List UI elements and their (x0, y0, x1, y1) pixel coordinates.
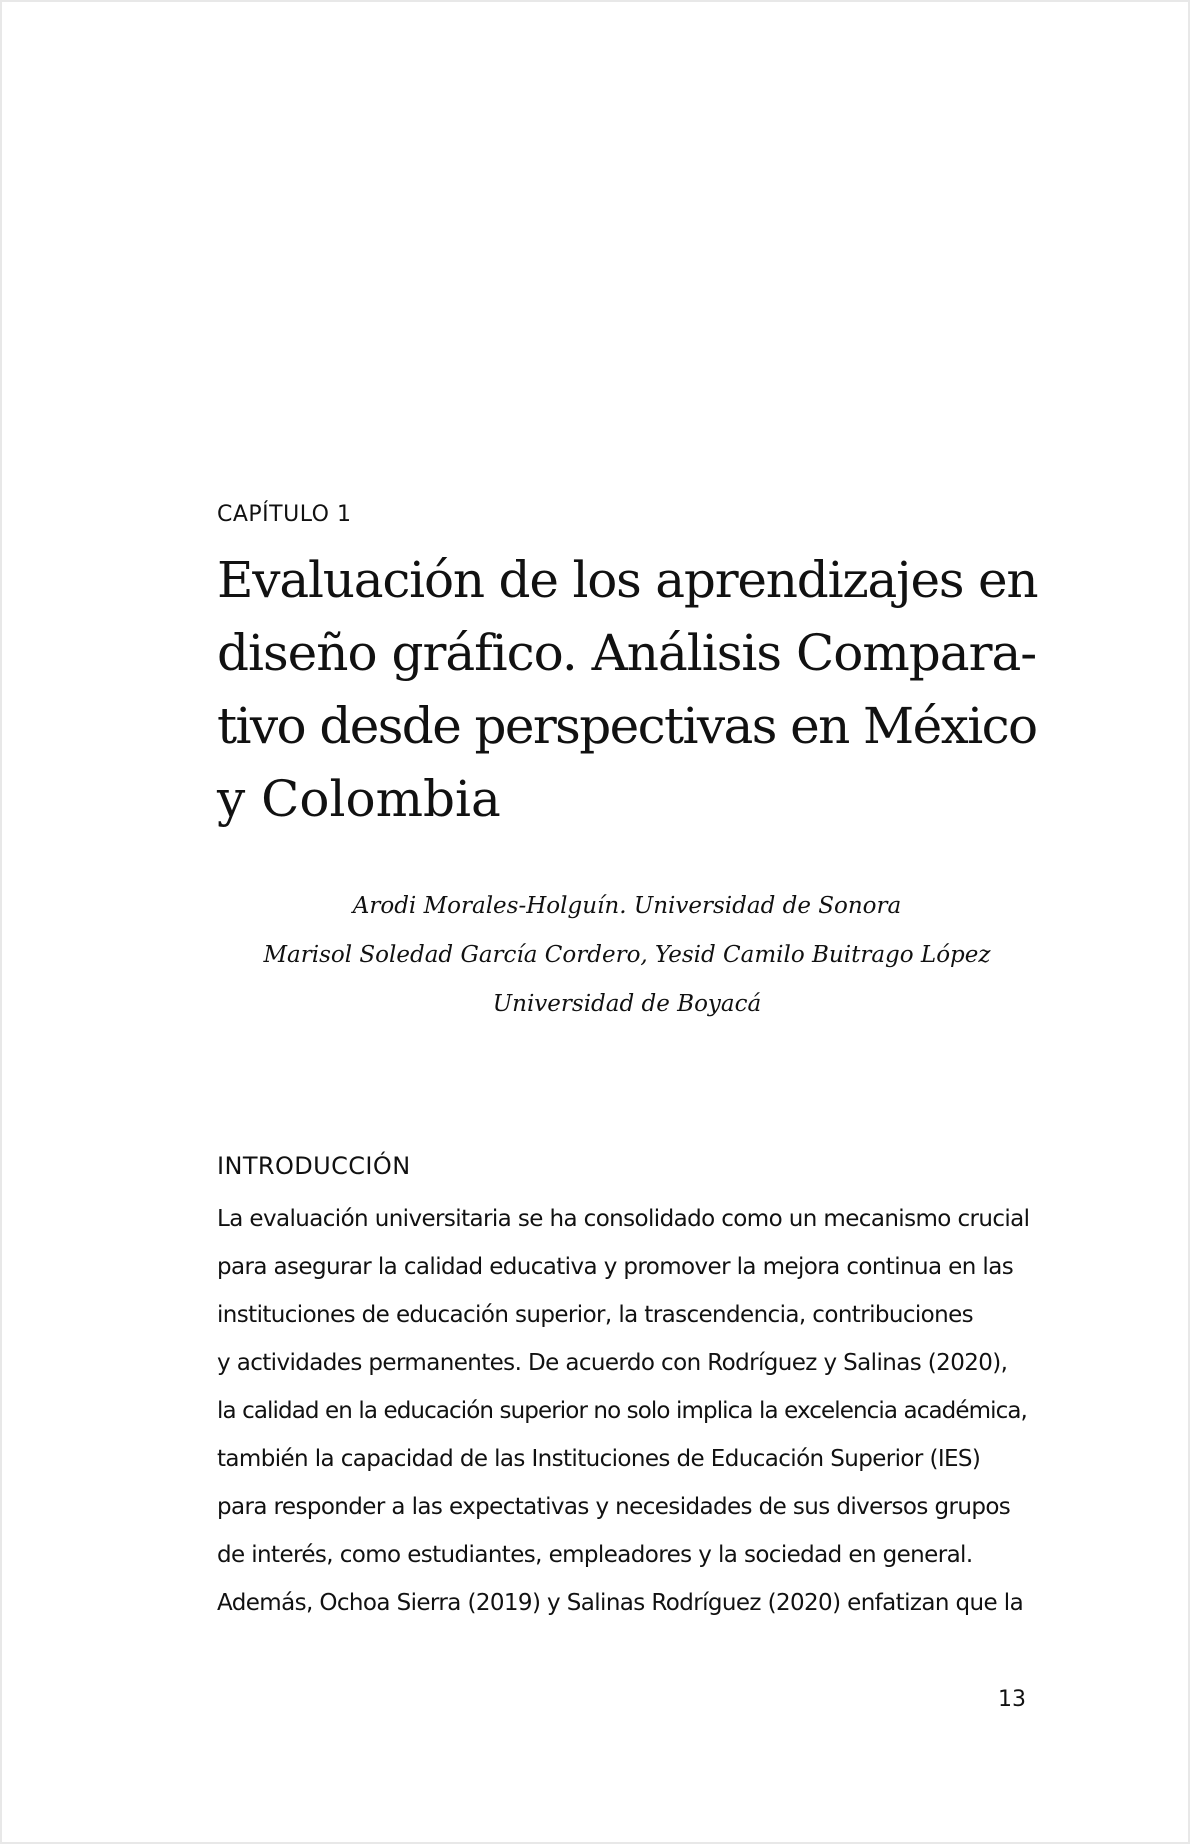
introduction-paragraph (217, 1195, 1031, 1627)
paragraph-line: de interés, como estudiantes, empleadores y la sociedad en general. (217, 1542, 973, 1568)
title-line: Evaluación de los aprendizajes en (217, 551, 1038, 609)
paragraph-line: también la capacidad de las Instituciones de Educación Superior (IES) (217, 1446, 981, 1472)
title-line: y Colombia (217, 770, 501, 828)
paragraph-line: para asegurar la calidad educativa y promover la mejora continua en las (217, 1254, 1014, 1280)
chapter-label: CAPÍTULO 1 (217, 502, 352, 527)
author-block (217, 882, 1037, 1029)
author-line: Arodi Morales-Holguín. Universidad de Sonora (352, 893, 902, 919)
paragraph-line: y actividades permanentes. De acuerdo con Rodríguez y Salinas (2020), (217, 1350, 1008, 1376)
paragraph-line: Además, Ochoa Sierra (2019) y Salinas Rodríguez (2020) enfatizan que la (217, 1590, 1024, 1616)
chapter-title (217, 544, 1037, 836)
page-number: 13 (998, 1687, 1026, 1712)
paragraph-line: instituciones de educación superior, la trascendencia, contribuciones (217, 1302, 974, 1328)
author-line: Marisol Soledad García Cordero, Yesid Camilo Buitrago López (263, 942, 991, 968)
paragraph-line: para responder a las expectativas y necesidades de sus diversos grupos (217, 1494, 1011, 1520)
paragraph-line: La evaluación universitaria se ha consolidado como un mecanismo crucial (217, 1206, 1030, 1232)
author-line: Universidad de Boyacá (492, 991, 762, 1017)
section-heading: INTRODUCCIÓN (217, 1152, 411, 1180)
paragraph-line: la calidad en la educación superior no solo implica la excelencia académica, (217, 1398, 1027, 1424)
title-line: diseño gráfico. Análisis Compara- (217, 624, 1037, 682)
title-line: tivo desde perspectivas en México (217, 697, 1037, 755)
